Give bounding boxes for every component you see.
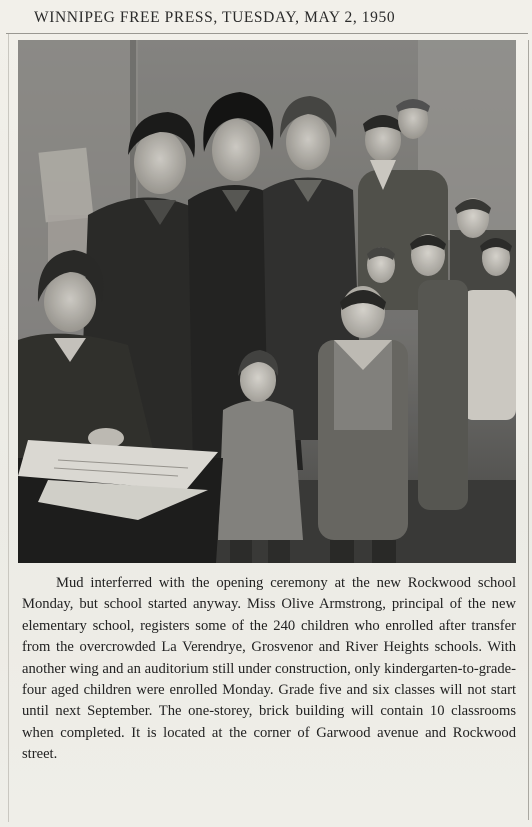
masthead-rule xyxy=(6,33,528,34)
news-photograph xyxy=(18,40,516,563)
masthead-dateline: WINNIPEG FREE PRESS, TUESDAY, MAY 2, 1950 xyxy=(34,9,396,26)
clipping-edge-left xyxy=(8,34,9,822)
clipping-edge-right xyxy=(528,40,529,820)
photo-illustration xyxy=(18,40,516,563)
photo-caption: Mud interferred with the opening ceremony at the new Rockwood school Monday, but school started anyway. Miss Olive Armstrong, principal of the new elementary school, registers some of the 240 children who enrolled after transfer from the overcrowded La Verendrye, Grosvenor and River Heights schools. With another wing and an auditorium still under construction, only kindergarten-to-grade-four aged children were enrolled Monday. Grade five and six classes will not start until next September. The one-storey, brick building will contain 10 classrooms when completed. It is located at the corner of Garwood avenue and Rockwood street. xyxy=(22,575,516,763)
